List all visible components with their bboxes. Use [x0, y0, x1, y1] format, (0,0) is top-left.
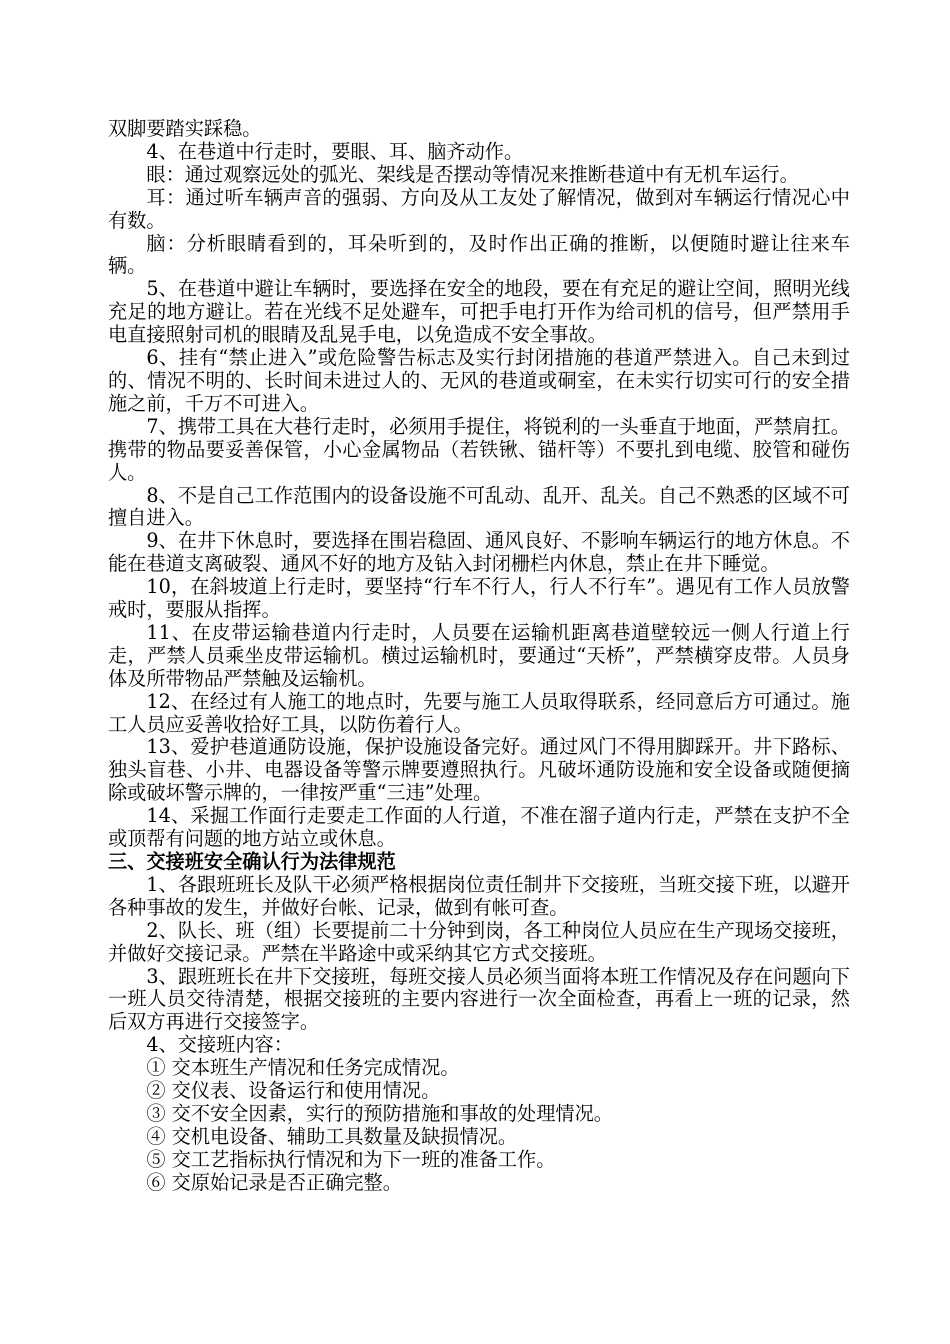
paragraph: 13、爱护巷道通防设施，保护设施设备完好。通过风门不得用脚踩开。井下路标、独头盲巷、小井、电器设备等警示牌要遵照执行。凡破坏通防设施和安全设备或随便摘除或破坏警示牌的，一律按严重“三违”处理。 — [108, 735, 850, 805]
paragraph: 4、交接班内容： — [146, 1033, 293, 1057]
paragraph: 14、采掘工作面行走要走工作面的人行道，不准在溜子道内行走，严禁在支护不全或顶帮有问题的地方站立或休息。 — [108, 804, 850, 851]
list-item: ⑤ 交工艺指标执行情况和为下一班的准备工作。 — [146, 1147, 556, 1171]
paragraph: 7、携带工具在大巷行走时，必须用手提住，将锐利的一头垂直于地面，严禁肩扛。携带的物品要妥善保管，小心金属物品（若铁锹、锚杆等）不要扎到电缆、胶管和碰伤人。 — [108, 414, 850, 484]
paragraph: 8、不是自己工作范围内的设备设施不可乱动、乱开、乱关。自己不熟悉的区域不可擅自进入。 — [108, 483, 850, 530]
paragraph: 双脚要踏实踩稳。 — [108, 117, 262, 140]
paragraph: 2、队长、班（组）长要提前二十分钟到岗，各工种岗位人员应在生产现场交接班，并做好交接记录。严禁在半路途中或采纳其它方式交接班。 — [108, 918, 850, 965]
paragraph: 脑：分析眼睛看到的，耳朵听到的，及时作出正确的推断，以便随时避让往来车辆。 — [108, 231, 850, 278]
paragraph: 6、挂有“禁止进入”或危险警告标志及实行封闭措施的巷道严禁进入。自己未到过的、情况不明的、长时间未进过人的、无风的巷道或硐室，在未实行切实可行的安全措施之前，千万不可进入。 — [108, 346, 850, 415]
paragraph: 3、跟班班长在井下交接班，每班交接人员必须当面将本班工作情况及存在问题向下一班人员交待清楚，根据交接班的主要内容进行一次全面检查，再看上一班的记录，然后双方再进行交接签字。 — [108, 964, 850, 1034]
paragraph: 10，在斜坡道上行走时，要坚持“行车不行人，行人不行车”。遇见有工作人员放警戒时，要服从指挥。 — [108, 575, 850, 622]
section-heading: 三、交接班安全确认行为法律规范 — [108, 850, 396, 873]
list-item: ② 交仪表、设备运行和使用情况。 — [146, 1079, 441, 1103]
list-item: ① 交本班生产情况和任务完成情况。 — [146, 1056, 460, 1080]
paragraph: 1、各跟班班长及队干必须严格根据岗位责任制井下交接班，当班交接下班，以避开各种事故的发生，并做好台帐、记录，做到有帐可查。 — [108, 872, 850, 919]
paragraph: 11、在皮带运输巷道内行走时，人员要在运输机距离巷道壁较远一侧人行道上行走，严禁人员乘坐皮带运输机。横过运输机时，要通过“天桥”，严禁横穿皮带。人员身体及所带物品严禁触及运输机。 — [108, 620, 850, 690]
document-page — [108, 118, 850, 1195]
paragraph: 12、在经过有人施工的地点时，先要与施工人员取得联系，经同意后方可通过。施工人员应妥善收拾好工具，以防伤着行人。 — [108, 689, 850, 736]
paragraph: 9、在井下休息时，要选择在围岩稳固、通风良好、不影响车辆运行的地方休息。不能在巷道支离破裂、通风不好的地方及钻入封闭栅栏内休息，禁止在井下睡觉。 — [108, 529, 850, 576]
paragraph: 耳：通过听车辆声音的强弱、方向及从工友处了解情况，做到对车辆运行情况心中有数。 — [108, 185, 850, 232]
paragraph: 5、在巷道中避让车辆时，要选择在安全的地段，要在有充足的避让空间，照明光线充足的地方避让。若在光线不足处避车，可把手电打开作为给司机的信号，但严禁用手电直接照射司机的眼睛及乱晃手电，以免造成不安全事故。 — [108, 277, 850, 347]
paragraph: 4、在巷道中行走时，要眼、耳、脑齐动作。 — [146, 139, 524, 163]
list-item: ⑥ 交原始记录是否正确完整。 — [146, 1170, 402, 1194]
paragraph: 眼：通过观察远处的弧光、架线是否摆动等情况来推断巷道中有无机车运行。 — [146, 162, 799, 186]
list-item: ③ 交不安全因素，实行的预防措施和事故的处理情况。 — [146, 1101, 613, 1125]
list-item: ④ 交机电设备、辅助工具数量及缺损情况。 — [146, 1124, 518, 1148]
